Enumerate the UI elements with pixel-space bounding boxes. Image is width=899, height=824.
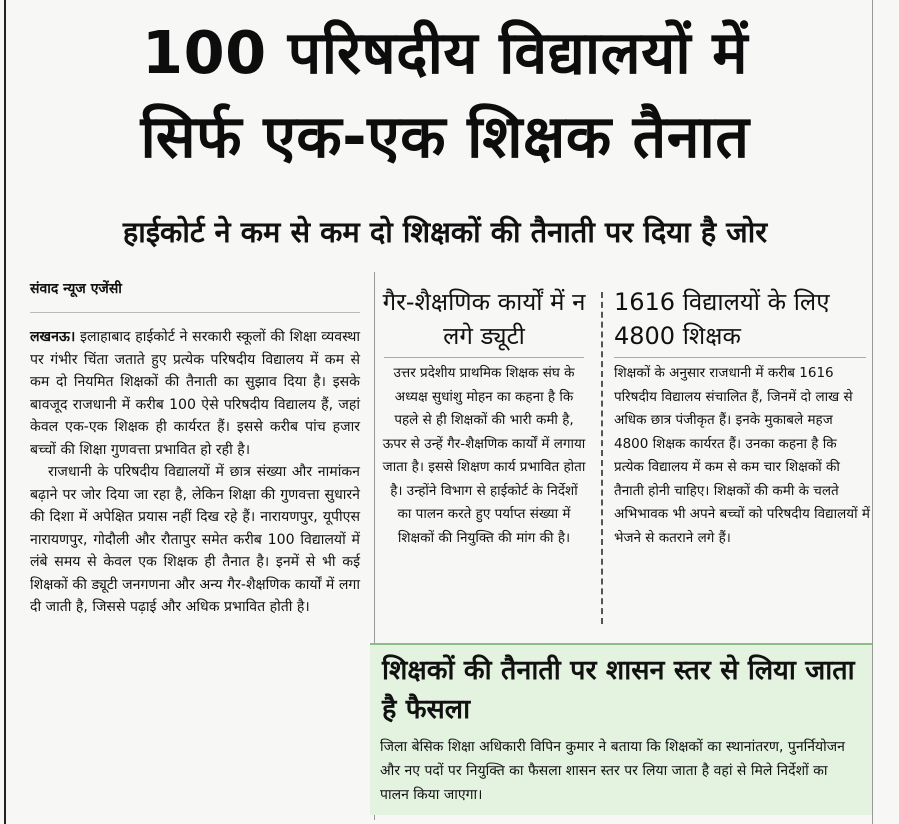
headline-line-2: सिर्फ एक-एक शिक्षक तैनात <box>140 102 750 171</box>
headline-line-1: 100 परिषदीय विद्यालयों में <box>142 18 748 87</box>
byline: संवाद न्यूज एजेंसी <box>30 279 360 313</box>
paragraph-1-text: इलाहाबाद हाईकोर्ट ने सरकारी स्कूलों की शिक्षा व्यवस्था पर गंभीर चिंता जताते हुए प्रत्येक परिषदीय विद्यालय में कम से कम दो नियमित शिक्षकों की तैनाती का सुझाव दिया है। इसके बावजूद राजधानी में करीब 100 ऐसे परिषदीय विद्यालय हैं, जहां केवल एक-एक शिक्षक ही कार्यरत हैं। इससे करीब पांच हजार बच्चों की शिक्षा गुणवत्ता प्रभावित हो रही है। <box>30 329 360 458</box>
adjacent-column-fragment <box>872 0 899 824</box>
subheadline: हाईकोर्ट ने कम से कम दो शिक्षकों की तैनाती पर दिया है जोर <box>122 215 768 249</box>
highlight-box-body: जिला बेसिक शिक्षा अधिकारी विपिन कुमार ने बताया कि शिक्षकों का स्थानांतरण, पुनर्नियोजन और नए पदों पर नियुक्ति का फैसला शासन स्तर पर लिया जाता है वहां से मिले निर्देशों का पालन किया जाएगा। <box>380 739 845 803</box>
highlight-box <box>370 643 872 815</box>
sidebar-middle-title: गैर-शैक्षणिक कार्यों में न लगे ड्यूटी <box>382 288 586 350</box>
main-article-paragraph-2: राजधानी के परिषदीय विद्यालयों में छात्र संख्या और नामांकन बढ़ाने पर जोर दिया जा रहा है, लेकिन शिक्षा की गुणवत्ता सुधारने की दिशा में अपेक्षित प्रयास नहीं दिख रहे हैं। नारायणपुर, यूपीएस नारायणपुर, गोदौली और रौतापुर समेत करीब 100 विद्यालयों में लंबे समय से केवल एक शिक्षक ही तैनात है। इनमें से भी कई शिक्षकों की ड्यूटी जनगणना और अन्य गैर-शैक्षणिक कार्यों में लगा दी जाती है, जिससे पढ़ाई और अधिक प्रभावित होती है। <box>30 464 360 615</box>
left-column-rule <box>4 0 6 824</box>
sidebar-right-rule <box>614 357 866 358</box>
sidebar-right-title: 1616 विद्यालयों के लिए 4800 शिक्षक <box>614 288 830 350</box>
main-article-body <box>30 326 360 619</box>
sidebar-right-body: शिक्षकों के अनुसार राजधानी में करीब 1616 परिषदीय विद्यालय संचालित हैं, जिनमें दो लाख से अधिक छात्र पंजीकृत हैं। इनके मुकाबले महज 4800 शिक्षक कार्यरत हैं। उनका कहना है कि प्रत्येक विद्यालय में कम से कम चार शिक्षकों की तैनाती होनी चाहिए। शिक्षकों की कमी के चलते अभिभावक भी अपने बच्चों को परिषदीय विद्यालयों में भेजने से कतराने लगे हैं। <box>614 365 870 546</box>
highlight-box-title: शिक्षकों की तैनाती पर शासन स्तर से लिया जाता है फैसला <box>382 655 855 725</box>
dashed-column-divider <box>601 292 603 624</box>
main-article-paragraph-1 <box>30 326 360 461</box>
sidebar-middle-rule <box>384 357 584 358</box>
sidebar-middle-body: उत्तर प्रदेशीय प्राथमिक शिक्षक संघ के अध्यक्ष सुधांशु मोहन का कहना है कि पहले से ही शिक्षकों की भारी कमी है, ऊपर से उन्हें गैर-शैक्षणिक कार्यों में लगाया जाता है। इससे शिक्षण कार्य प्रभावित होता है। उन्होंने विभाग से हाईकोर्ट के निर्देशों का पालन करते हुए पर्याप्त संख्या में शिक्षकों की नियुक्ति की मांग की है। <box>382 365 586 546</box>
dateline: लखनऊ। <box>30 329 76 345</box>
